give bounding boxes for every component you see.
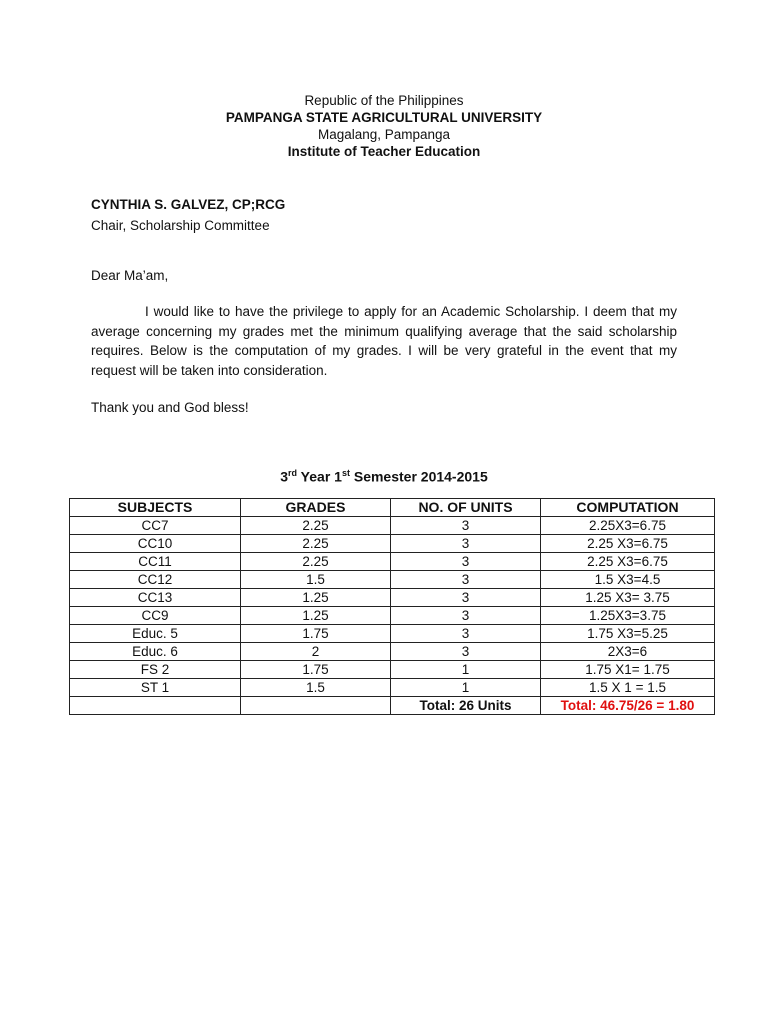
total-computation: Total: 46.75/26 = 1.80 xyxy=(541,697,715,715)
cell-units: 3 xyxy=(391,643,541,661)
cell-subject: CC11 xyxy=(70,553,241,571)
cell-subject: CC7 xyxy=(70,517,241,535)
table-row xyxy=(70,679,715,697)
table-header-row xyxy=(70,499,715,517)
cell-computation: 1.25 X3= 3.75 xyxy=(541,589,715,607)
table-row xyxy=(70,535,715,553)
cell-computation: 2.25X3=6.75 xyxy=(541,517,715,535)
cell-units: 3 xyxy=(391,589,541,607)
cell-units: 3 xyxy=(391,517,541,535)
cell-grade: 1.25 xyxy=(241,589,391,607)
cell-computation: 1.25X3=3.75 xyxy=(541,607,715,625)
cell-units: 3 xyxy=(391,625,541,643)
cell-grade: 2.25 xyxy=(241,553,391,571)
cell-units: 3 xyxy=(391,571,541,589)
cell-subject: CC13 xyxy=(70,589,241,607)
cell-computation: 1.5 X3=4.5 xyxy=(541,571,715,589)
cell-grade: 1.75 xyxy=(241,661,391,679)
header-grades: GRADES xyxy=(241,499,391,517)
addressee-block xyxy=(91,194,285,236)
grades-table xyxy=(69,498,715,715)
cell-grade: 1.75 xyxy=(241,625,391,643)
university-name: PAMPANGA STATE AGRICULTURAL UNIVERSITY xyxy=(225,110,543,125)
table-row xyxy=(70,589,715,607)
table-row xyxy=(70,625,715,643)
cell-empty xyxy=(70,697,241,715)
cell-subject: Educ. 5 xyxy=(70,625,241,643)
republic-line: Republic of the Philippines xyxy=(304,93,464,108)
letter-body: I would like to have the privilege to apply for an Academic Scholarship. I deem that my average concerning my grades met the minimum qualifying average that the said scholarship requires. Below is the computation of my grades. I will be very grateful in the event that my request will be taken into consideration. xyxy=(91,304,677,378)
table-row xyxy=(70,553,715,571)
cell-units: 3 xyxy=(391,607,541,625)
header-units: NO. OF UNITS xyxy=(391,499,541,517)
cell-grade: 2.25 xyxy=(241,517,391,535)
cell-empty xyxy=(241,697,391,715)
table-row xyxy=(70,517,715,535)
cell-grade: 2 xyxy=(241,643,391,661)
addressee-title: Chair, Scholarship Committee xyxy=(91,218,270,233)
addressee-name: CYNTHIA S. GALVEZ, CP;RCG xyxy=(91,197,286,212)
closing-line: Thank you and God bless! xyxy=(91,400,249,415)
table-row xyxy=(70,607,715,625)
cell-subject: CC9 xyxy=(70,607,241,625)
header-subjects: SUBJECTS xyxy=(70,499,241,517)
cell-computation: 1.75 X1= 1.75 xyxy=(541,661,715,679)
cell-computation: 1.75 X3=5.25 xyxy=(541,625,715,643)
cell-units: 3 xyxy=(391,535,541,553)
cell-subject: ST 1 xyxy=(70,679,241,697)
letterhead xyxy=(0,92,768,160)
cell-units: 1 xyxy=(391,679,541,697)
cell-grade: 1.25 xyxy=(241,607,391,625)
cell-computation: 2.25 X3=6.75 xyxy=(541,553,715,571)
cell-units: 1 xyxy=(391,661,541,679)
cell-grade: 2.25 xyxy=(241,535,391,553)
cell-units: 3 xyxy=(391,553,541,571)
table-row xyxy=(70,643,715,661)
institute-name: Institute of Teacher Education xyxy=(287,144,481,159)
cell-subject: FS 2 xyxy=(70,661,241,679)
table-title: 3rd Year 1st Semester 2014-2015 xyxy=(280,468,488,485)
cell-subject: CC10 xyxy=(70,535,241,553)
cell-computation: 1.5 X 1 = 1.5 xyxy=(541,679,715,697)
cell-grade: 1.5 xyxy=(241,571,391,589)
total-units: Total: 26 Units xyxy=(391,697,541,715)
cell-computation: 2.25 X3=6.75 xyxy=(541,535,715,553)
header-computation: COMPUTATION xyxy=(541,499,715,517)
cell-subject: Educ. 6 xyxy=(70,643,241,661)
table-total-row xyxy=(70,697,715,715)
cell-grade: 1.5 xyxy=(241,679,391,697)
cell-computation: 2X3=6 xyxy=(541,643,715,661)
university-location: Magalang, Pampanga xyxy=(317,127,451,142)
salutation: Dear Ma’am, xyxy=(91,268,169,283)
cell-subject: CC12 xyxy=(70,571,241,589)
table-row xyxy=(70,571,715,589)
table-row xyxy=(70,661,715,679)
